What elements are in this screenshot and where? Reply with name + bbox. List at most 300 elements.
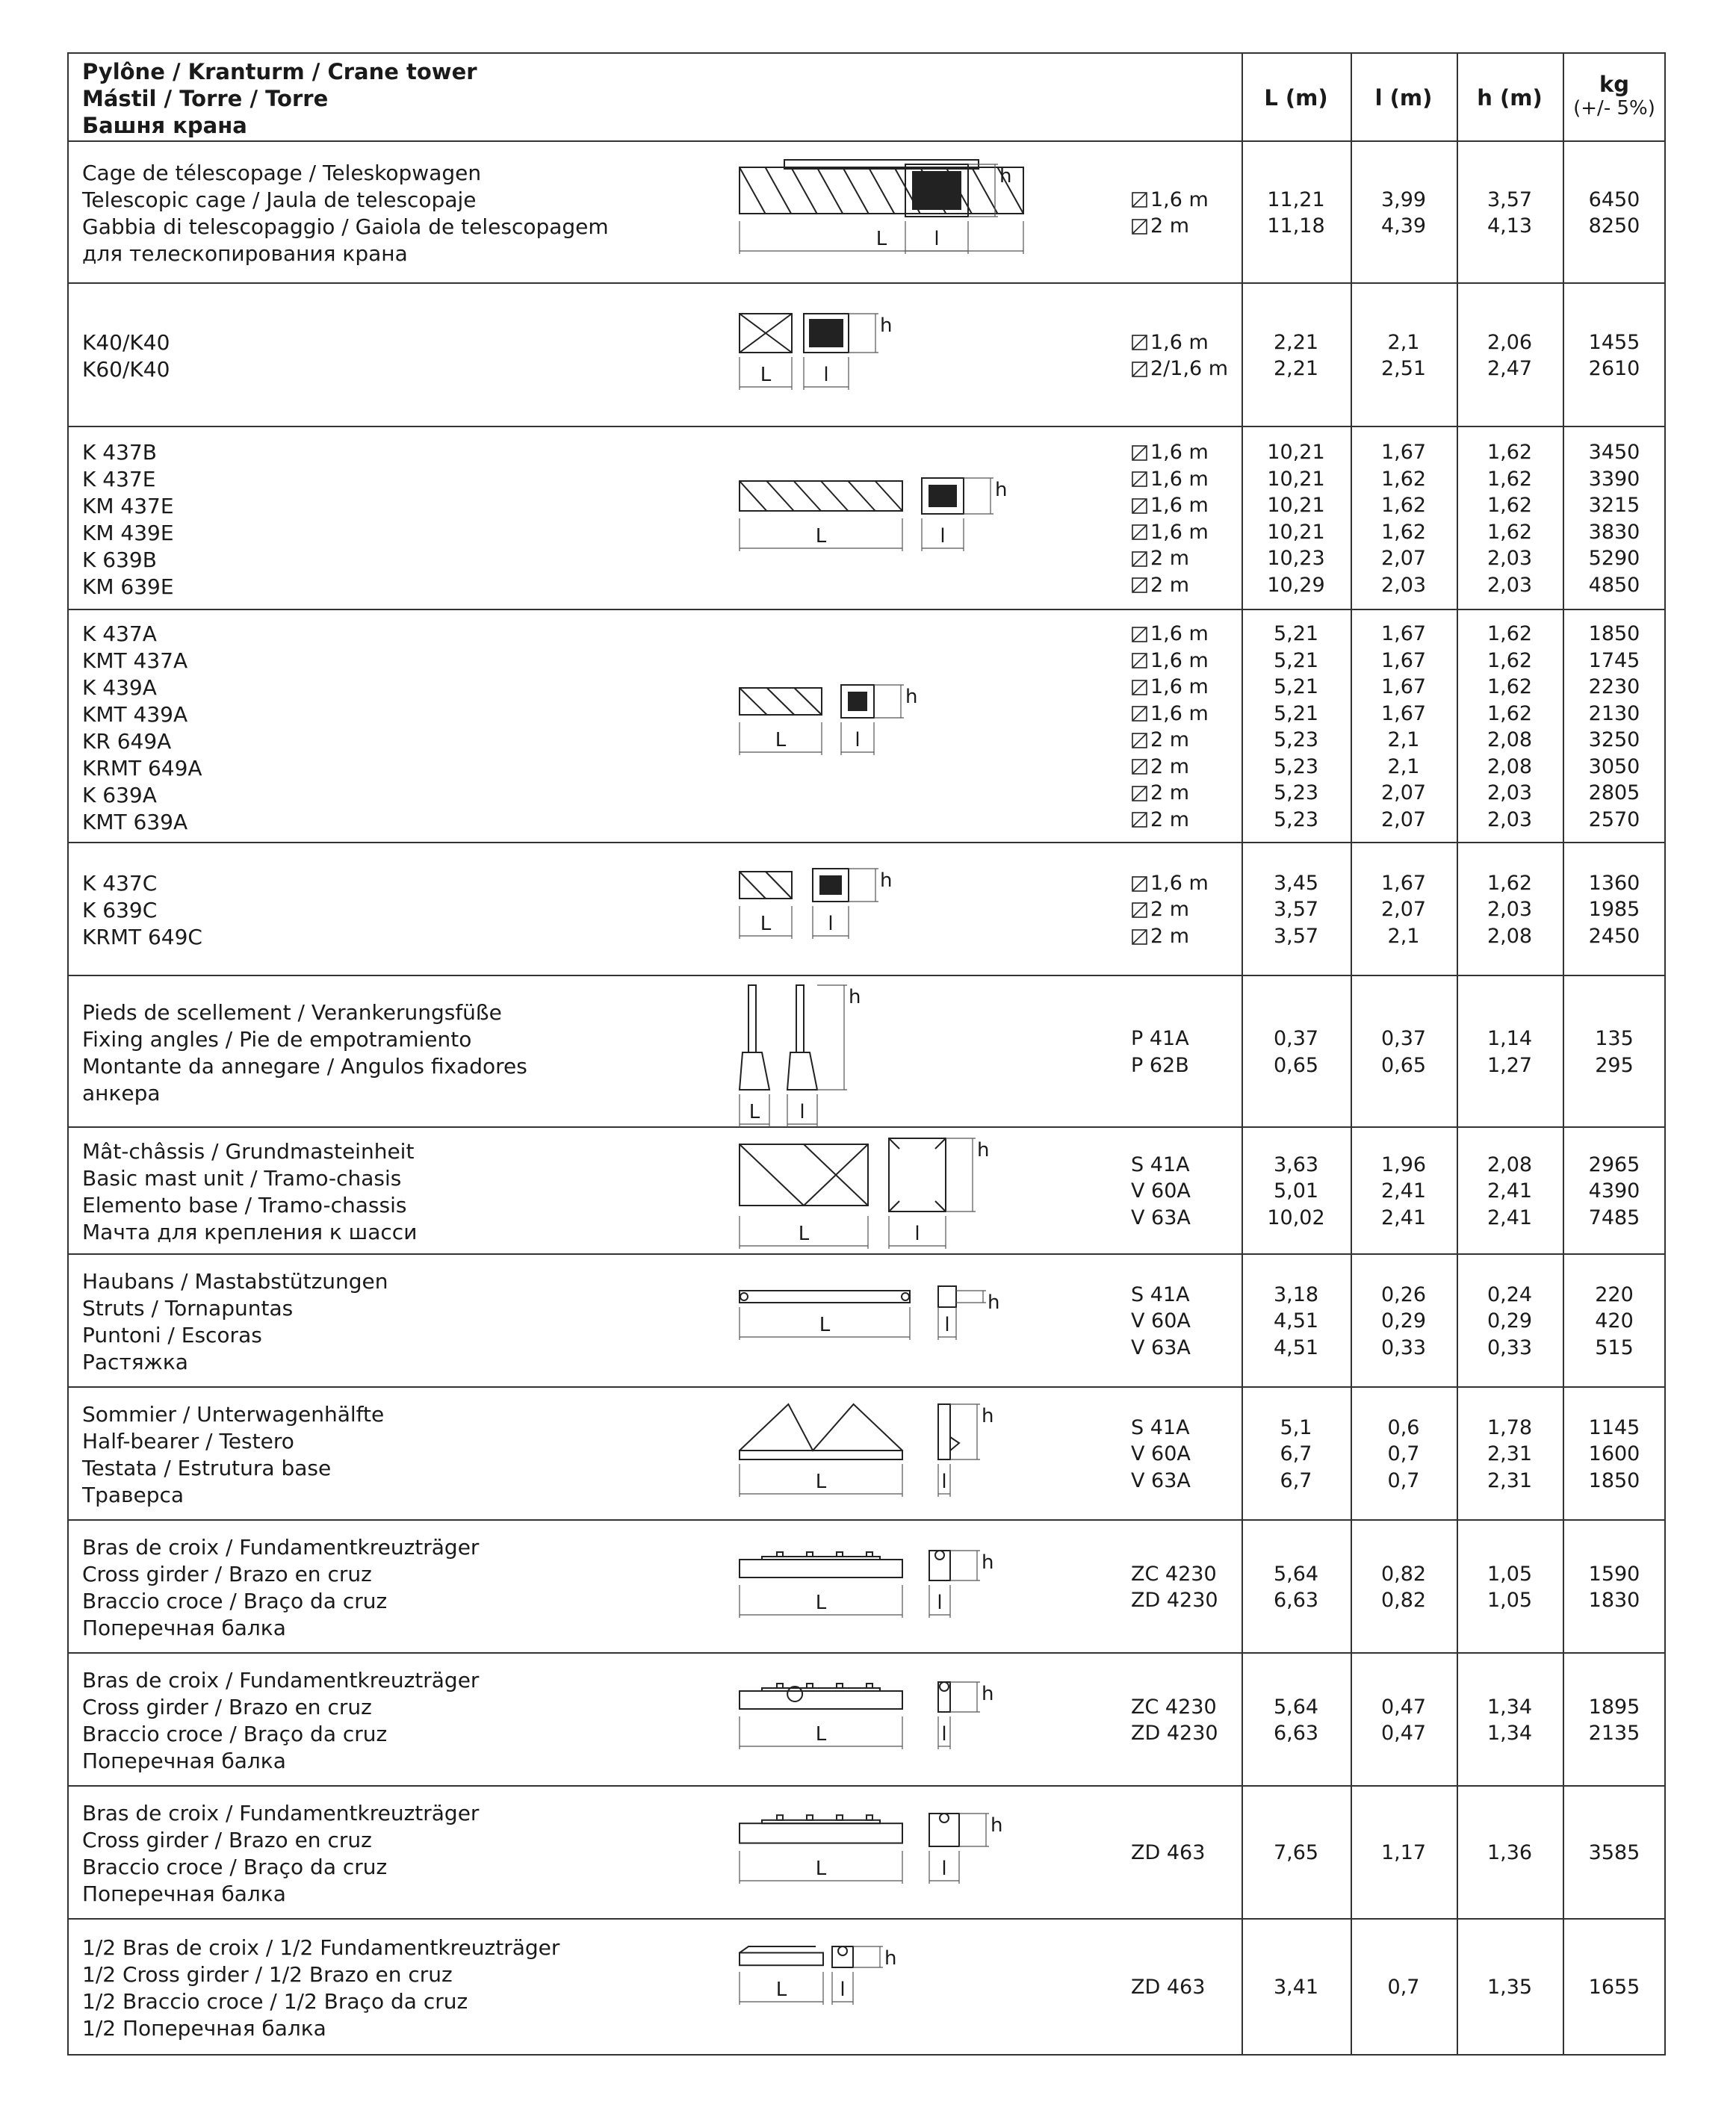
cell-L: 3,57	[1273, 898, 1319, 922]
mast-section-icon	[1131, 497, 1149, 515]
cell-l: 1,67	[1380, 871, 1427, 895]
component-drawing	[69, 1787, 1115, 1920]
variant-label: 2 m	[1150, 214, 1190, 238]
component-name-line: 1/2 Поперечная балка	[82, 2016, 326, 2041]
variant-label: 1,6 m	[1150, 187, 1209, 211]
header-row	[69, 54, 1664, 142]
cell-L: 5,21	[1273, 622, 1319, 645]
dim-label-h: h	[880, 869, 893, 892]
variant-label: S 41A	[1131, 1282, 1190, 1306]
component-name-line: Поперечная балка	[82, 1881, 286, 1906]
component-name-line: KMT 439A	[82, 702, 188, 727]
cell-kg: 1145	[1588, 1415, 1640, 1439]
variant-label: 2 m	[1150, 807, 1190, 831]
mast-section-icon	[1131, 731, 1149, 749]
component-name-line: Montante da annegare / Angulos fixadores	[82, 1053, 527, 1079]
cell-l: 0,7	[1387, 1468, 1420, 1492]
components-table	[67, 52, 1666, 2056]
component-name-line: KRMT 649A	[82, 756, 202, 781]
cell-L: 2,21	[1273, 330, 1319, 354]
dim-label-h: h	[982, 1683, 994, 1705]
values-l	[1351, 1840, 1456, 1867]
cell-kg: 2450	[1588, 924, 1640, 948]
cell-kg: 1745	[1588, 648, 1640, 672]
cell-kg: 3390	[1588, 467, 1640, 491]
variant-item	[1131, 1282, 1191, 1309]
table-row	[69, 1255, 1664, 1388]
cell-kg: 4390	[1588, 1179, 1640, 1203]
dim-label-l: l	[941, 1858, 947, 1880]
component-drawing	[69, 1128, 1115, 1255]
dim-label-L: L	[815, 1723, 827, 1746]
variant-item	[1131, 870, 1209, 897]
component-name-line: Telescopic cage / Jaula de telescopaje	[82, 187, 477, 212]
values-h	[1457, 621, 1562, 833]
variant-item	[1131, 1178, 1191, 1205]
cell-L: 7,65	[1273, 1841, 1319, 1865]
cell-kg: 2130	[1588, 701, 1640, 725]
cell-l: 0,7	[1387, 1976, 1420, 2000]
variant-item	[1131, 1415, 1191, 1442]
variant-item	[1131, 466, 1209, 493]
variant-label: V 63A	[1131, 1468, 1191, 1492]
dim-label-l: l	[937, 1592, 943, 1614]
mast-section-icon	[1131, 444, 1149, 462]
variant-item	[1131, 519, 1209, 546]
variant-label: V 60A	[1131, 1442, 1191, 1466]
cell-h: 2,08	[1487, 924, 1533, 948]
variant-item	[1131, 896, 1209, 923]
dim-label-L: L	[775, 1979, 787, 2001]
cell-l: 1,67	[1380, 622, 1427, 645]
variant-item	[1131, 329, 1228, 356]
cell-L: 6,63	[1273, 1589, 1319, 1612]
variant-label: 2 m	[1150, 547, 1190, 570]
variant-label: ZC 4230	[1131, 1562, 1217, 1586]
values-h	[1457, 329, 1562, 382]
variant-item	[1131, 1441, 1191, 1468]
values-h	[1457, 1152, 1562, 1232]
cell-h: 1,34	[1487, 1722, 1533, 1745]
cell-l: 2,07	[1380, 547, 1427, 570]
dim-label-h: h	[905, 686, 918, 708]
cell-l: 2,07	[1380, 898, 1427, 922]
cell-L: 0,37	[1273, 1027, 1319, 1050]
cell-l: 1,67	[1380, 648, 1427, 672]
cell-kg: 3830	[1588, 520, 1640, 544]
cell-h: 2,03	[1487, 781, 1533, 804]
cell-kg: 135	[1595, 1027, 1634, 1050]
cell-kg: 3050	[1588, 754, 1640, 778]
cell-kg: 5290	[1588, 547, 1640, 570]
dim-label-L: L	[760, 364, 772, 386]
table-row	[69, 1654, 1664, 1787]
cell-L: 4,51	[1273, 1309, 1319, 1333]
values-kg	[1562, 439, 1667, 598]
cell-h: 2,03	[1487, 807, 1533, 831]
variant-label: P 62B	[1131, 1053, 1189, 1077]
component-name-line: Траверса	[82, 1483, 185, 1507]
component-name-line: KM 639E	[82, 574, 174, 599]
cell-l: 2,41	[1380, 1179, 1427, 1203]
cell-h: 2,31	[1487, 1468, 1533, 1492]
component-name-line: KRMT 649C	[82, 924, 202, 949]
component-name-line: Cross girder / Brazo en cruz	[82, 1695, 372, 1719]
variant-item	[1131, 1308, 1191, 1335]
mast-section-icon	[1131, 470, 1149, 488]
variant-item	[1131, 356, 1228, 382]
variant-label: 1,6 m	[1150, 441, 1209, 464]
variant-list	[1131, 1026, 1189, 1079]
cell-L: 10,02	[1267, 1206, 1325, 1229]
variant-label: ZD 463	[1131, 1841, 1206, 1865]
table-row	[69, 142, 1664, 284]
dim-label-L: L	[815, 1471, 827, 1493]
cell-L: 2,21	[1273, 357, 1319, 380]
variant-item	[1131, 1587, 1218, 1614]
component-name-line: 1/2 Bras de croix / 1/2 Fundamentkreuzträger	[82, 1935, 560, 1960]
variant-item	[1131, 1561, 1218, 1588]
values-l	[1351, 1974, 1456, 2001]
cell-L: 5,21	[1273, 648, 1319, 672]
variant-item	[1131, 1974, 1205, 2001]
cell-L: 5,1	[1280, 1415, 1312, 1439]
cell-l: 2,1	[1387, 330, 1420, 354]
variant-list	[1131, 187, 1209, 240]
cell-h: 3,57	[1487, 187, 1533, 211]
cell-L: 5,23	[1273, 781, 1319, 804]
cell-L: 6,63	[1273, 1722, 1319, 1745]
values-kg	[1562, 1840, 1667, 1867]
values-L	[1244, 1694, 1348, 1747]
component-name-line: KM 439E	[82, 521, 174, 545]
dim-label-h: h	[884, 1947, 897, 1970]
values-L	[1244, 621, 1348, 833]
cell-kg: 1455	[1588, 330, 1640, 354]
dim-label-L: L	[798, 1223, 810, 1245]
cell-kg: 1590	[1588, 1562, 1640, 1586]
cell-l: 0,47	[1380, 1695, 1427, 1719]
component-name-line: K 437C	[82, 870, 158, 896]
cell-l: 1,67	[1380, 441, 1427, 464]
cell-h: 2,03	[1487, 547, 1533, 570]
component-name-line: Testata / Estrutura base	[82, 1456, 332, 1480]
cell-L: 5,64	[1273, 1562, 1319, 1586]
cell-kg: 2965	[1588, 1152, 1640, 1176]
cell-l: 2,41	[1380, 1206, 1427, 1229]
variant-label: 2 m	[1150, 728, 1190, 751]
component-drawing	[69, 284, 1115, 427]
variant-item	[1131, 1152, 1191, 1179]
cell-L: 3,45	[1273, 871, 1319, 895]
cell-L: 5,01	[1273, 1179, 1319, 1203]
values-h	[1457, 870, 1562, 950]
cell-h: 2,41	[1487, 1179, 1533, 1203]
values-h	[1457, 1694, 1562, 1747]
variant-item	[1131, 754, 1209, 781]
dim-label-l: l	[855, 729, 861, 751]
component-name-line: Bras de croix / Fundamentkreuzträger	[82, 1801, 480, 1825]
component-name-line: Поперечная балка	[82, 1616, 286, 1640]
values-l	[1351, 621, 1456, 833]
dim-label-l: l	[944, 1314, 950, 1336]
mast-section-icon	[1131, 550, 1149, 568]
values-l	[1351, 870, 1456, 950]
values-L	[1244, 1282, 1348, 1362]
variant-item	[1131, 545, 1209, 572]
cell-l: 1,67	[1380, 675, 1427, 698]
cell-L: 6,7	[1280, 1468, 1312, 1492]
values-L	[1244, 1974, 1348, 2001]
component-drawing	[69, 427, 1115, 610]
dim-label-l: l	[940, 525, 946, 547]
values-h	[1457, 1561, 1562, 1614]
cell-l: 0,47	[1380, 1722, 1427, 1745]
cell-L: 10,23	[1267, 547, 1325, 570]
dim-label-h: h	[999, 165, 1012, 187]
mast-section-icon	[1131, 757, 1149, 775]
component-name-line: Pieds de scellement / Verankerungsfüße	[82, 999, 502, 1025]
table-row	[69, 427, 1664, 610]
mast-section-icon	[1131, 810, 1149, 828]
dim-label-L: L	[775, 729, 787, 751]
values-h	[1457, 1840, 1562, 1867]
cell-L: 3,63	[1273, 1152, 1319, 1176]
table-row	[69, 284, 1664, 427]
dim-label-h: h	[995, 479, 1008, 501]
cell-h: 1,62	[1487, 871, 1533, 895]
variant-label: V 60A	[1131, 1309, 1191, 1333]
dim-label-L: L	[760, 913, 772, 935]
variant-label: 1,6 m	[1150, 330, 1209, 354]
cell-kg: 2610	[1588, 357, 1640, 380]
component-name-line: 1/2 Braccio croce / 1/2 Braço da cruz	[82, 1989, 468, 2014]
cell-L: 3,57	[1273, 924, 1319, 948]
variant-list	[1131, 1840, 1205, 1867]
cell-l: 2,03	[1380, 573, 1427, 597]
variant-item	[1131, 701, 1209, 728]
variant-label: 1,6 m	[1150, 675, 1209, 698]
dim-label-h: h	[988, 1291, 1000, 1314]
cell-h: 1,35	[1487, 1976, 1533, 2000]
cell-l: 0,82	[1380, 1589, 1427, 1612]
values-kg	[1562, 1152, 1667, 1232]
cell-kg: 4850	[1588, 573, 1640, 597]
cell-h: 0,33	[1487, 1335, 1533, 1359]
title-line: Pylône / Kranturm / Crane tower	[82, 59, 477, 84]
component-name-line: 1/2 Cross girder / 1/2 Brazo en cruz	[82, 1962, 453, 1987]
cell-h: 1,62	[1487, 494, 1533, 517]
variant-item	[1131, 727, 1209, 754]
mast-section-icon	[1131, 576, 1149, 594]
cell-kg: 2135	[1588, 1722, 1640, 1745]
cell-L: 5,23	[1273, 807, 1319, 831]
cell-kg: 2805	[1588, 781, 1640, 804]
variant-item	[1131, 492, 1209, 519]
cell-h: 1,14	[1487, 1027, 1533, 1050]
cell-l: 2,07	[1380, 781, 1427, 804]
variant-item	[1131, 648, 1209, 674]
cell-h: 1,05	[1487, 1562, 1533, 1586]
variant-item	[1131, 1720, 1218, 1747]
component-name-line: K 639C	[82, 897, 158, 922]
component-name-line: Braccio croce / Braço da cruz	[82, 1722, 388, 1746]
component-name-line: Поперечная балка	[82, 1749, 286, 1773]
mast-section-icon	[1131, 651, 1149, 669]
variant-list	[1131, 329, 1228, 382]
variant-label: 2/1,6 m	[1150, 357, 1229, 380]
table-row	[69, 1920, 1664, 2056]
cell-h: 1,36	[1487, 1841, 1533, 1865]
component-name-line: K40/K40	[82, 329, 170, 355]
variant-item	[1131, 1026, 1189, 1052]
component-name-line: Puntoni / Escoras	[82, 1323, 262, 1347]
cell-l: 1,17	[1380, 1841, 1427, 1865]
cell-L: 5,23	[1273, 728, 1319, 751]
cell-l: 0,82	[1380, 1562, 1427, 1586]
component-name-line: Мачта для крепления к шасси	[82, 1220, 418, 1244]
cell-kg: 295	[1595, 1053, 1634, 1077]
variant-list	[1131, 1974, 1205, 2001]
values-h	[1457, 1026, 1562, 1079]
cell-kg: 3215	[1588, 494, 1640, 517]
component-name-line: K 639A	[82, 783, 157, 807]
cell-kg: 2230	[1588, 675, 1640, 698]
dim-label-L: L	[815, 1858, 827, 1880]
variant-list	[1131, 1694, 1218, 1747]
mast-section-icon	[1131, 928, 1149, 946]
cell-kg: 8250	[1588, 214, 1640, 238]
cell-kg: 1985	[1588, 898, 1640, 922]
dim-label-h: h	[991, 1814, 1003, 1837]
cell-h: 1,62	[1487, 441, 1533, 464]
table-row	[69, 976, 1664, 1128]
component-name-line: K 437A	[82, 621, 157, 646]
component-name-line: Sommier / Unterwagenhälfte	[82, 1402, 385, 1427]
values-L	[1244, 329, 1348, 382]
component-name-line: Растяжка	[82, 1350, 188, 1374]
variant-item	[1131, 780, 1209, 807]
cell-kg: 1655	[1588, 1976, 1640, 2000]
variant-label: P 41A	[1131, 1027, 1189, 1050]
component-name-line: Haubans / Mastabstützungen	[82, 1269, 388, 1294]
cell-kg: 3250	[1588, 728, 1640, 751]
cell-l: 0,37	[1380, 1027, 1427, 1050]
cell-h: 1,62	[1487, 701, 1533, 725]
variant-label: 1,6 m	[1150, 701, 1209, 725]
values-L	[1244, 1840, 1348, 1867]
variant-label: 1,6 m	[1150, 520, 1209, 544]
values-l	[1351, 1026, 1456, 1079]
values-kg	[1562, 187, 1667, 240]
variant-label: 2 m	[1150, 754, 1190, 778]
variant-item	[1131, 187, 1209, 214]
cell-h: 2,08	[1487, 728, 1533, 751]
cell-l: 0,65	[1380, 1053, 1427, 1077]
cell-kg: 1830	[1588, 1589, 1640, 1612]
component-name-line: Cross girder / Brazo en cruz	[82, 1828, 372, 1852]
component-drawing	[69, 1388, 1115, 1521]
cell-h: 1,62	[1487, 520, 1533, 544]
component-name-line: Mât-châssis / Grundmasteinheit	[82, 1139, 415, 1164]
component-name-line: K60/K40	[82, 356, 170, 382]
variant-label: ZC 4230	[1131, 1695, 1217, 1719]
variant-label: ZD 463	[1131, 1976, 1206, 2000]
mast-section-icon	[1131, 360, 1149, 378]
cell-L: 3,41	[1273, 1976, 1319, 2000]
cell-l: 0,29	[1380, 1309, 1427, 1333]
mast-section-icon	[1131, 784, 1149, 802]
mast-section-icon	[1131, 704, 1149, 722]
values-l	[1351, 187, 1456, 240]
dim-label-L: L	[819, 1314, 831, 1336]
component-drawing	[69, 142, 1115, 284]
component-name-line: Braccio croce / Braço da cruz	[82, 1589, 388, 1613]
dim-label-l: l	[941, 1471, 947, 1493]
values-l	[1351, 439, 1456, 598]
variant-label: 1,6 m	[1150, 467, 1209, 491]
variant-list	[1131, 1415, 1191, 1495]
dim-label-l: l	[828, 913, 834, 935]
variant-list	[1131, 1561, 1218, 1614]
cell-L: 11,18	[1267, 214, 1325, 238]
variant-label: 1,6 m	[1150, 494, 1209, 517]
component-name-line: K 639B	[82, 547, 157, 572]
component-name-line: Cross girder / Brazo en cruz	[82, 1562, 372, 1586]
variant-list	[1131, 1282, 1191, 1362]
component-name-line: Cage de télescopage / Teleskopwagen	[82, 161, 482, 185]
cell-h: 1,34	[1487, 1695, 1533, 1719]
header-col-L: L (m)	[1264, 85, 1328, 111]
cell-h: 4,13	[1487, 214, 1533, 238]
variant-item	[1131, 621, 1209, 648]
mast-section-icon	[1131, 625, 1149, 643]
cell-L: 3,18	[1273, 1282, 1319, 1306]
variant-item	[1131, 572, 1209, 599]
header-kg-tolerance: (+/- 5%)	[1573, 97, 1655, 120]
component-name-line: KMT 639A	[82, 810, 188, 834]
values-kg	[1562, 1974, 1667, 2001]
component-drawing	[69, 1255, 1115, 1388]
component-drawing	[69, 1521, 1115, 1654]
cell-h: 1,78	[1487, 1415, 1533, 1439]
cell-kg: 7485	[1588, 1206, 1640, 1229]
cell-h: 2,31	[1487, 1442, 1533, 1466]
component-name-line: KMT 437A	[82, 648, 188, 673]
cell-h: 1,27	[1487, 1053, 1533, 1077]
cell-h: 2,03	[1487, 573, 1533, 597]
variant-list	[1131, 870, 1209, 950]
variant-label: 1,6 m	[1150, 622, 1209, 645]
variant-item	[1131, 1335, 1191, 1362]
table-row	[69, 843, 1664, 976]
dim-label-l: l	[941, 1723, 947, 1746]
cell-kg: 220	[1595, 1282, 1634, 1306]
variant-label: V 63A	[1131, 1206, 1191, 1229]
component-name-line: Struts / Tornapuntas	[82, 1296, 294, 1321]
cell-l: 1,62	[1380, 494, 1427, 517]
cell-l: 0,26	[1380, 1282, 1427, 1306]
cell-h: 2,08	[1487, 754, 1533, 778]
dim-label-l: l	[840, 1979, 846, 2001]
values-L	[1244, 1152, 1348, 1232]
component-name-line: K 439A	[82, 675, 157, 700]
mast-section-icon	[1131, 523, 1149, 541]
mast-section-icon	[1131, 875, 1149, 893]
cell-kg: 6450	[1588, 187, 1640, 211]
cell-l: 2,51	[1380, 357, 1427, 380]
component-name-line: для телескопирования крана	[82, 241, 408, 266]
